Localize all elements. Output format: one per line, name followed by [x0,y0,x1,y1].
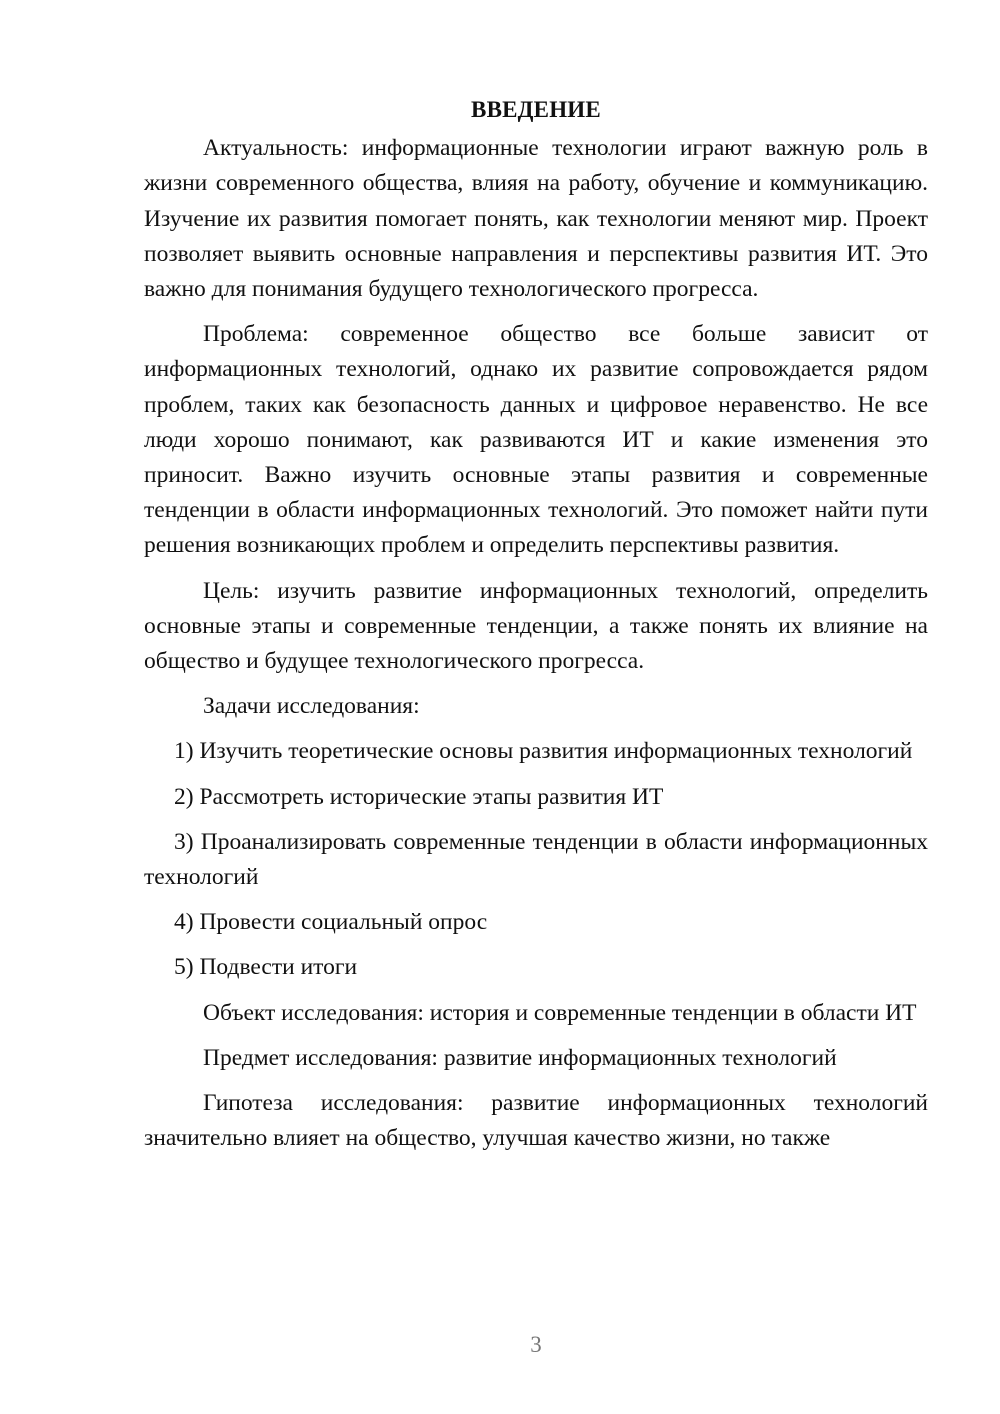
hypothesis-paragraph: Гипотеза исследования: развитие информационных технологий значительно влияет на общество, улучшая качество жизни, но также [144,1090,928,1152]
problem-paragraph: Проблема: современное общество все больше зависит от информационных технологий, однако их развитие сопровождается рядом проблем, таких как безопасность данных и цифровое неравенство. Не все люди хорошо понимают, как развиваются ИТ и какие изменения это приносит. Важно изучить основные этапы развития и современные тенденции в области информационных технологий. Это поможет найти пути решения возникающих проблем и определить перспективы развития. [144,321,928,559]
task-item-4: 4) Провести социальный опрос [174,909,488,936]
task-item-1: 1) Изучить теоретические основы развития информационных технологий [174,738,913,765]
section-heading: ВВЕДЕНИЕ [471,97,601,122]
goal-paragraph: Цель: изучить развитие информационных технологий, определить основные этапы и современные тенденции, а также понять их влияние на общество и будущее технологического прогресса. [144,577,928,675]
page-number: 3 [530,1332,542,1357]
task-item-3: 3) Проанализировать современные тенденции в области информационных технологий [144,828,928,891]
page-content [144,92,928,1166]
subject-paragraph: Предмет исследования: развитие информационных технологий [203,1044,837,1071]
relevance-paragraph: Актуальность: информационные технологии играют важную роль в жизни современного общества, влияя на работу, обучение и коммуникацию. Изучение их развития помогает понять, как технологии меняют мир. Проект позволяет выявить основные направления и перспективы развития ИТ. Это важно для понимания будущего технологического прогресса. [144,135,928,303]
object-paragraph: Объект исследования: история и современные тенденции в области ИТ [203,999,917,1026]
task-item-5: 5) Подвести итоги [174,954,358,981]
task-item-2: 2) Рассмотреть исторические этапы развития ИТ [174,783,664,810]
tasks-title: Задачи исследования: [203,693,420,720]
